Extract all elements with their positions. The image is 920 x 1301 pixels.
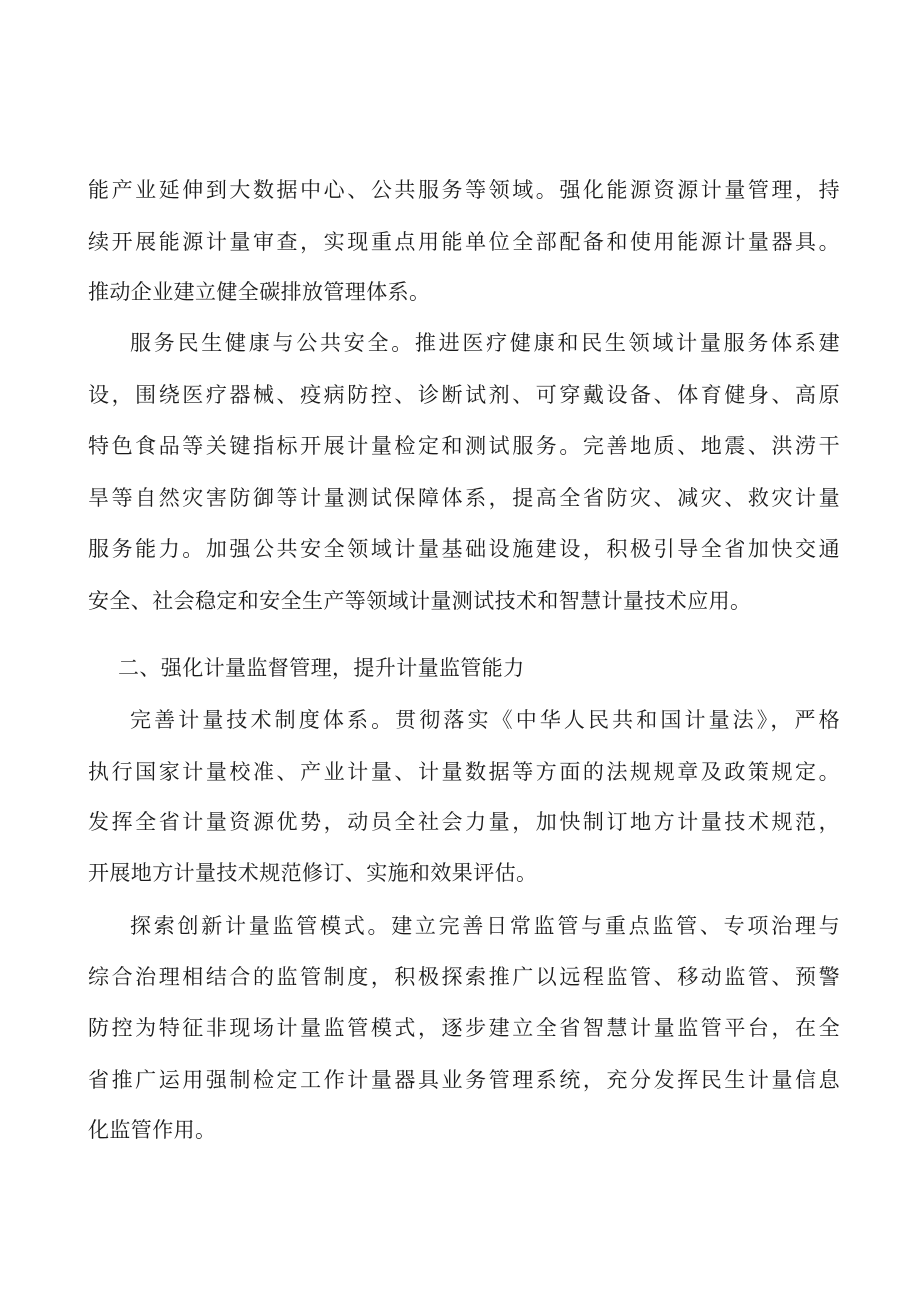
paragraph-line: 服务能力。加强公共安全领域计量基础设施建设，积极引导全省加快交通 — [88, 537, 840, 561]
paragraph-line: 旱等自然灾害防御等计量测试保障体系，提高全省防灾、减灾、救灾计量 — [88, 486, 840, 510]
paragraph-line: 探索创新计量监管模式。建立完善日常监管与重点监管、专项治理与 — [130, 914, 840, 938]
paragraph-line: 省推广运用强制检定工作计量器具业务管理系统，充分发挥民生计量信息 — [88, 1068, 840, 1092]
paragraph-line: 化监管作用。 — [88, 1118, 217, 1142]
paragraph-line: 设，围绕医疗器械、疫病防控、诊断试剂、可穿戴设备、体育健身、高原 — [88, 383, 840, 407]
paragraph-line: 续开展能源计量审查，实现重点用能单位全部配备和使用能源计量器具。 — [88, 230, 840, 254]
paragraph-line: 发挥全省计量资源优势，动员全社会力量，加快制订地方计量技术规范， — [88, 810, 840, 834]
paragraph-line: 能产业延伸到大数据中心、公共服务等领域。强化能源资源计量管理，持 — [88, 178, 840, 202]
section-heading: 二、强化计量监督管理，提升计量监管能力 — [118, 656, 525, 680]
paragraph-line: 服务民生健康与公共安全。推进医疗健康和民生领域计量服务体系建 — [130, 331, 840, 355]
paragraph-line: 执行国家计量校准、产业计量、计量数据等方面的法规规章及政策规定。 — [88, 760, 840, 784]
paragraph-line: 特色食品等关键指标开展计量检定和测试服务。完善地质、地震、洪涝干 — [88, 434, 840, 458]
paragraph-line: 开展地方计量技术规范修订、实施和效果评估。 — [88, 861, 538, 885]
paragraph-line: 推动企业建立健全碳排放管理体系。 — [88, 280, 431, 304]
paragraph-line: 防控为特征非现场计量监管模式，逐步建立全省智慧计量监管平台，在全 — [88, 1016, 840, 1040]
paragraph-line: 安全、社会稳定和安全生产等领域计量测试技术和智慧计量技术应用。 — [88, 589, 752, 613]
paragraph-line: 综合治理相结合的监管制度，积极探索推广以远程监管、移动监管、预警 — [88, 965, 840, 989]
paragraph-line: 完善计量技术制度体系。贯彻落实《中华人民共和国计量法》，严格 — [130, 708, 840, 732]
